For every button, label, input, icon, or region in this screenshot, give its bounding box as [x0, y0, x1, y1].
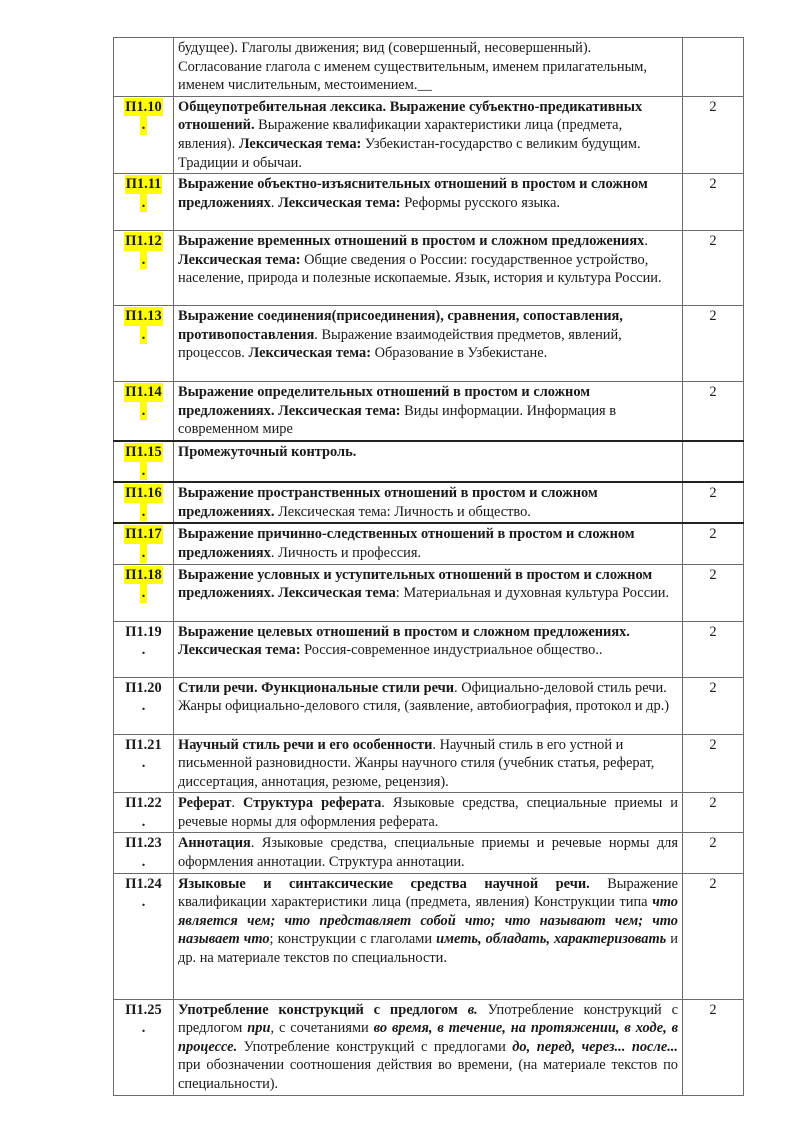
topic-description — [174, 873, 683, 999]
table-row — [114, 96, 744, 173]
description-emphasis: до, перед, через... после... — [512, 1038, 678, 1055]
topic-code — [114, 382, 174, 441]
syllabus-table — [113, 37, 744, 1096]
topic-hours: 2 — [683, 564, 744, 621]
topic-code — [114, 564, 174, 621]
topic-code — [114, 621, 174, 677]
topic-code-label: П1.10 — [125, 98, 162, 115]
description-text — [495, 913, 504, 929]
topic-code-dot: . — [141, 894, 146, 911]
topic-code-label: П1.25 — [125, 1001, 162, 1018]
table-row — [114, 621, 744, 677]
topic-hours: 2 — [683, 677, 744, 734]
topic-code — [114, 306, 174, 382]
description-emphasis: Выражение соединения(присоединения), сравнения, сопоставления, противопоставления — [178, 308, 623, 343]
description-text: при обозначении соотношения действия во времени, (на материале текстов по специальности). — [178, 1057, 678, 1093]
topic-description — [174, 621, 683, 677]
description-emphasis: Выражение причинно-следственных отношений в простом и сложном предложениях — [178, 526, 635, 561]
topic-code-dot: . — [141, 813, 146, 830]
description-emphasis: Выражение целевых отношений в простом и сложном предложениях. Лексическая тема: — [178, 623, 630, 659]
topic-code-dot: . — [141, 117, 146, 134]
topic-code-label: П1.19 — [125, 623, 162, 640]
topic-code-label: П1.15 — [125, 443, 162, 460]
description-emphasis: в. — [467, 1001, 478, 1018]
topic-description — [174, 793, 683, 833]
table-row — [114, 441, 744, 482]
topic-code-dot: . — [141, 462, 146, 479]
topic-description — [174, 231, 683, 306]
topic-code-label: П1.22 — [125, 795, 162, 812]
description-text: , с сочетаниями — [270, 1020, 374, 1037]
description-text: . — [644, 233, 648, 250]
table-row — [114, 482, 744, 523]
topic-code — [114, 441, 174, 482]
topic-hours: 2 — [683, 734, 744, 793]
description-text: ; конструкции с глаголами — [269, 931, 437, 948]
topic-code-dot: . — [141, 1020, 146, 1037]
topic-code-label: П1.14 — [125, 384, 162, 401]
description-text: : Материальная и духовная культура России. — [395, 585, 670, 602]
description-emphasis: Выражение условных и уступительных отношений в простом и сложном предложениях. Лексическая тема — [178, 566, 653, 602]
topic-description — [174, 382, 683, 441]
description-emphasis: Языковые и синтаксические средства научной речи. — [178, 875, 590, 892]
description-text: Образование в Узбекистане. — [371, 345, 548, 362]
table-row — [114, 382, 744, 441]
description-emphasis: Употребление конструкций с предлогом — [178, 1001, 468, 1018]
table-row — [114, 734, 744, 793]
description-emphasis: Лексическая тема: — [238, 135, 362, 152]
description-text: Узбекистан-государство с великим будущим. Традиции и обычаи. — [178, 135, 641, 171]
topic-code-dot: . — [141, 642, 146, 659]
table-row — [114, 677, 744, 734]
description-text: . Выражение взаимодействия предметов, явлений, процессов. — [178, 326, 622, 362]
topic-hours: 2 — [683, 231, 744, 306]
topic-description — [174, 38, 683, 97]
description-emphasis: Лексическая тема: — [278, 194, 401, 211]
description-emphasis: иметь, обладать, характеризовать — [436, 931, 667, 948]
description-emphasis: Выражение временных отношений в простом и сложном предложениях — [178, 233, 645, 250]
topic-code-label: П1.12 — [125, 233, 162, 250]
table-row — [114, 523, 744, 564]
topic-description — [174, 734, 683, 793]
topic-hours: 2 — [683, 793, 744, 833]
description-text: . Официально-деловой стиль речи. Жанры официально-делового стиля, (заявление, автобиография, протокол и др.) — [178, 679, 670, 715]
topic-hours: 2 — [683, 523, 744, 564]
topic-hours: 2 — [683, 382, 744, 441]
topic-code — [114, 734, 174, 793]
description-text: Лексическая тема: Личность и общество. — [274, 503, 531, 520]
topic-code-dot: . — [141, 854, 146, 871]
topic-description — [174, 523, 683, 564]
description-text: Употребление конструкций с предлогами — [237, 1038, 513, 1055]
description-text: . Личность и профессия. — [270, 544, 422, 561]
topic-code — [114, 482, 174, 523]
description-text: . Научный стиль в его устной и письменной разновидности. Жанры научного стиля (учебник статья, реферат, диссертация, аннотация, резюме, рецензия). — [178, 736, 655, 790]
description-emphasis: Аннотация — [178, 835, 251, 852]
description-emphasis: Научный стиль речи и его особенности — [178, 736, 433, 753]
description-text: и др. на материале текстов по специальности. — [178, 931, 678, 967]
topic-code-dot: . — [141, 326, 146, 343]
description-text: будущее). Глаголы движения; вид (совершенный, несовершенный). Согласование глагола с именем существительным, именем прилагательным, именем числительным, местоимением.__ — [178, 40, 647, 94]
topic-description — [174, 482, 683, 523]
topic-code-dot: . — [141, 544, 146, 561]
topic-hours — [683, 441, 744, 482]
topic-code — [114, 873, 174, 999]
description-emphasis: Общеупотребительная лексика. Выражение субъектно-предикативных отношений. — [178, 98, 643, 134]
topic-description — [174, 564, 683, 621]
description-text: Употребление конструкций с предлогом — [178, 1001, 678, 1037]
topic-code — [114, 174, 174, 231]
topic-code-dot: . — [141, 755, 146, 772]
topic-code-label: П1.17 — [125, 526, 162, 543]
topic-code — [114, 677, 174, 734]
topic-code — [114, 523, 174, 564]
topic-description — [174, 677, 683, 734]
description-text: . Языковые средства, специальные приемы и речевые нормы для оформления реферата. — [178, 795, 679, 830]
description-text: Реформы русского языка. — [400, 194, 560, 211]
topic-code-dot: . — [141, 402, 146, 419]
description-emphasis: Выражение определительных отношений в простом и сложном предложениях. Лексическая тема: — [178, 384, 591, 419]
description-emphasis: Лексическая тема: — [178, 251, 301, 268]
description-emphasis: при — [247, 1020, 271, 1037]
description-emphasis: что называют чем; что называет что — [178, 912, 678, 948]
topic-description — [174, 96, 683, 173]
table-row — [114, 174, 744, 231]
description-text: Общие сведения о России: государственное устройство, население, природа и полезные ископаемые. Язык, история и культура России. — [178, 251, 662, 287]
topic-description — [174, 999, 683, 1095]
topic-hours: 2 — [683, 999, 744, 1095]
table-row — [114, 38, 744, 97]
description-emphasis: Реферат — [178, 795, 232, 812]
description-emphasis: Промежуточный контроль. — [178, 443, 357, 460]
topic-code-dot: . — [141, 251, 146, 268]
topic-code-label: П1.13 — [125, 308, 162, 325]
topic-hours: 2 — [683, 174, 744, 231]
topic-code-label: П1.16 — [125, 485, 162, 502]
description-emphasis: во время, в течение, на протяжении, в ходе, в процессе. — [178, 1020, 678, 1055]
topic-hours: 2 — [683, 833, 744, 873]
topic-code-label: П1.24 — [125, 875, 162, 892]
table-row — [114, 793, 744, 833]
topic-code-dot: . — [141, 503, 146, 520]
description-text: Виды информации. Информация в современном мире — [178, 402, 617, 438]
description-emphasis: Выражение объектно-изъяснительных отношений в простом и сложном предложениях — [178, 176, 648, 211]
description-text: Россия-современное индустриальное общество.. — [300, 642, 603, 659]
topic-code — [114, 833, 174, 873]
topic-hours: 2 — [683, 482, 744, 523]
topic-code-dot: . — [141, 194, 146, 211]
description-emphasis: Лексическая тема: — [248, 345, 371, 362]
table-row — [114, 833, 744, 873]
description-text: . — [270, 194, 279, 211]
topic-code — [114, 38, 174, 97]
description-emphasis: Выражение пространственных отношений в простом и сложном предложениях. — [178, 485, 598, 520]
topic-code — [114, 999, 174, 1095]
topic-description — [174, 174, 683, 231]
description-emphasis: Стили речи. Функциональные стили речи — [178, 679, 455, 696]
table-row — [114, 873, 744, 999]
description-emphasis: что является чем; что представляет собой что; — [178, 894, 678, 929]
description-text: . Языковые средства, специальные приемы и речевые нормы для оформления аннотации. Структура аннотации. — [178, 835, 678, 871]
description-text: . — [231, 795, 244, 812]
topic-hours: 2 — [683, 873, 744, 999]
topic-description — [174, 833, 683, 873]
topic-code-dot: . — [141, 698, 146, 715]
topic-hours: 2 — [683, 621, 744, 677]
topic-code-label: П1.23 — [125, 835, 162, 852]
topic-description — [174, 306, 683, 382]
table-row — [114, 306, 744, 382]
description-text: Выражение квалификации характеристики лица (предмета, явления). — [178, 117, 623, 152]
topic-code-label: П1.20 — [125, 679, 162, 696]
topic-code — [114, 793, 174, 833]
table-row — [114, 231, 744, 306]
topic-code — [114, 231, 174, 306]
table-row — [114, 999, 744, 1095]
topic-description — [174, 441, 683, 482]
topic-code-label: П1.21 — [125, 736, 162, 753]
topic-code-dot: . — [141, 585, 146, 602]
topic-hours — [683, 38, 744, 97]
topic-code — [114, 96, 174, 173]
syllabus-rows — [114, 38, 744, 1096]
topic-hours: 2 — [683, 306, 744, 382]
description-text: Выражение квалификации характеристики лица (предмета, явления) Конструкции типа — [178, 875, 678, 911]
table-row — [114, 564, 744, 621]
topic-code-label: П1.18 — [125, 566, 162, 583]
description-emphasis: Структура реферата — [243, 795, 382, 812]
topic-hours: 2 — [683, 96, 744, 173]
topic-code-label: П1.11 — [125, 176, 162, 193]
